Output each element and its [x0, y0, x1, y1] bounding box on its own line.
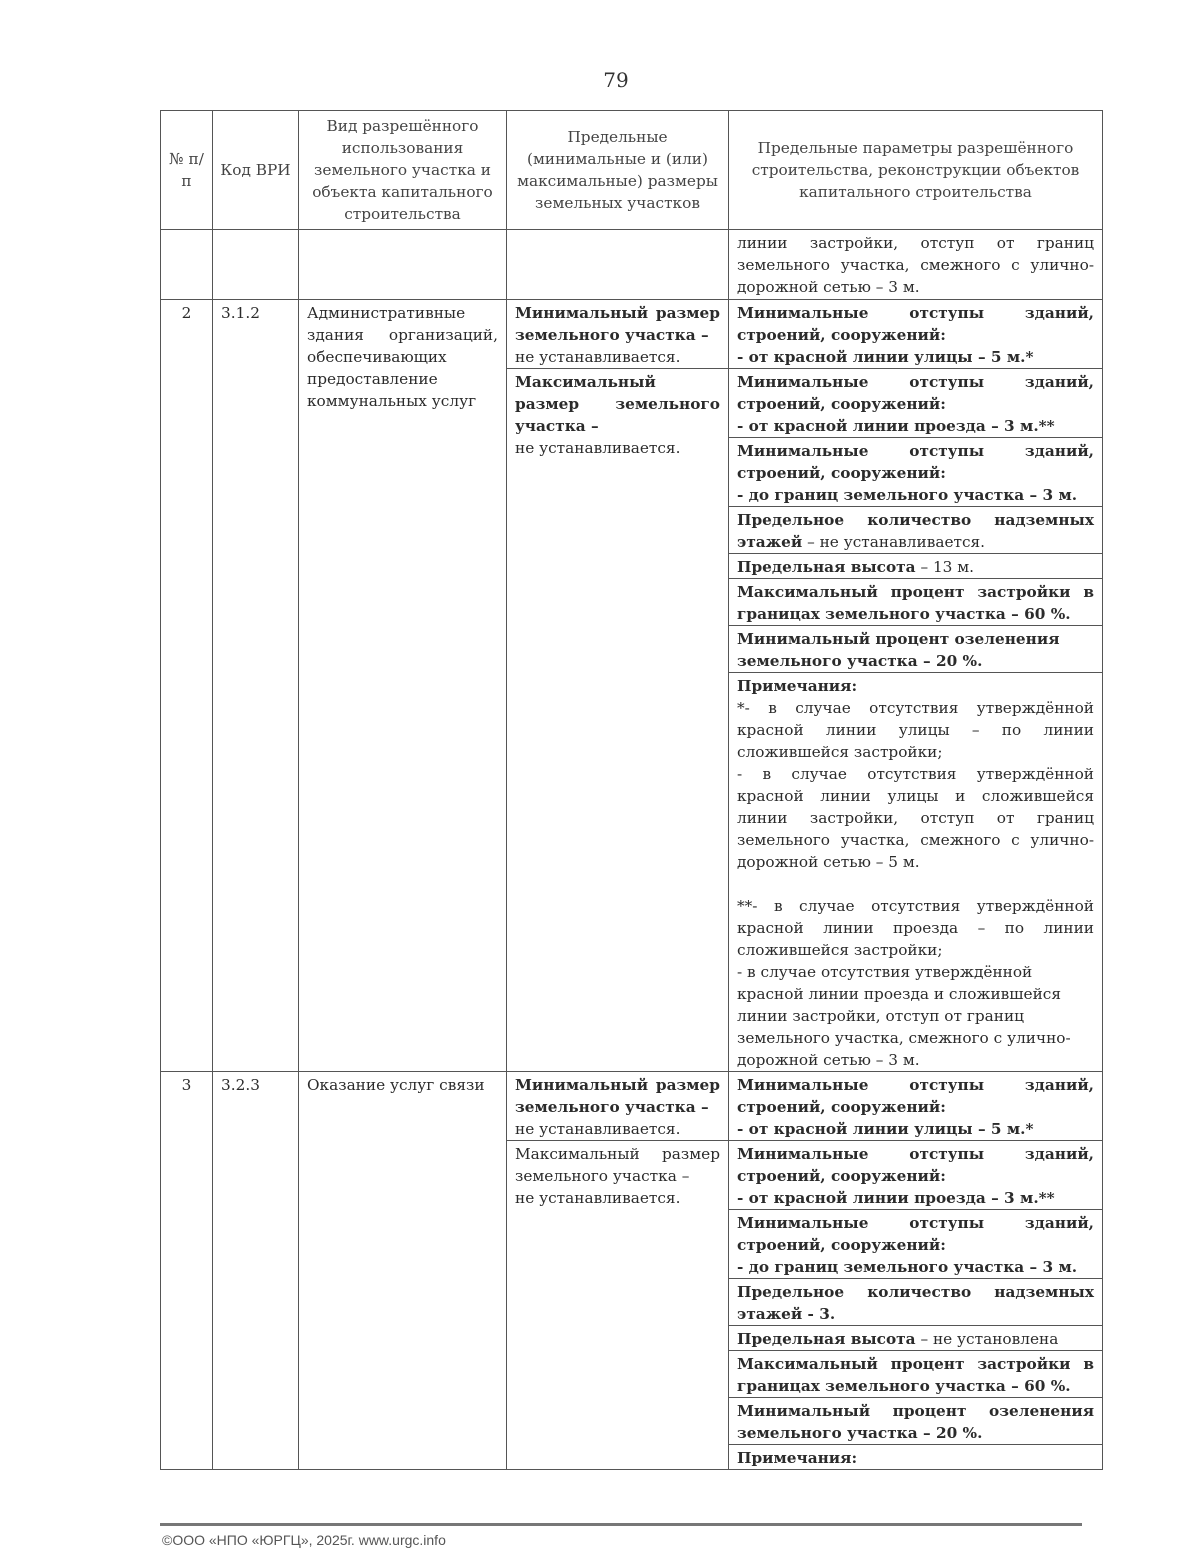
zoning-parameters-table	[160, 110, 1103, 1470]
param-value: - от красной линии проезда – 3 м.**	[737, 1189, 1055, 1207]
row2-max-size-title: Максимальный размер земельного участка –	[515, 373, 720, 435]
table-header-row	[161, 111, 1103, 230]
param-title: Минимальные отступы зданий, строений, сооружений:	[737, 442, 1094, 482]
row2-min-size-value: не устанавливается.	[515, 348, 681, 366]
row3-notes-title: Примечания:	[729, 1445, 1103, 1470]
param-title: Минимальные отступы зданий, строений, сооружений:	[737, 373, 1094, 413]
header-code: Код ВРИ	[213, 111, 299, 230]
row3-use: Оказание услуг связи	[299, 1072, 507, 1470]
page-number: 79	[603, 68, 629, 92]
row3-param-6	[729, 1351, 1103, 1398]
cell-use	[299, 230, 507, 300]
row2-max-size-value: не устанавливается.	[515, 439, 681, 457]
param-value: – 13 м.	[915, 558, 975, 576]
row2-param-1	[729, 300, 1103, 369]
param-value: – 20 %.	[917, 652, 983, 670]
row3-no: 3	[161, 1072, 213, 1470]
header-size: Предельные (минимальные и (или) максимальные) размеры земельных участков	[507, 111, 729, 230]
param-title: Предельная высота	[737, 1330, 916, 1348]
param-title: Предельное количество надземных этажей	[737, 511, 1094, 551]
param-value: – не установлена	[915, 1330, 1059, 1348]
footer-copyright: ©ООО «НПО «ЮРГЦ», 2025г. www.urgc.info	[162, 1532, 446, 1548]
param-title: Предельная высота	[737, 558, 916, 576]
param-title: Предельное количество надземных этажей	[737, 1283, 1094, 1323]
param-value: – 20 %.	[917, 1424, 983, 1442]
param-value: - от красной линии улицы – 5 м.*	[737, 1120, 1034, 1138]
row3-param-4	[729, 1279, 1103, 1326]
row2-param-4	[729, 507, 1103, 554]
param-title: Минимальные отступы зданий, строений, сооружений:	[737, 1076, 1094, 1116]
param-title: Минимальный процент озеленения земельного участка	[737, 1402, 1094, 1442]
row3-param-1	[729, 1072, 1103, 1141]
param-value: – не устанавливается.	[802, 533, 986, 551]
row2-param-3	[729, 438, 1103, 507]
row2-code: 3.1.2	[213, 300, 299, 1072]
param-value: – 60 %.	[1005, 1377, 1071, 1395]
row3-max-size	[507, 1141, 729, 1470]
table-row	[161, 300, 1103, 369]
row2-no: 2	[161, 300, 213, 1072]
cell-size	[507, 230, 729, 300]
param-value: - до границ земельного участка – 3 м.	[737, 486, 1078, 504]
row2-notes	[729, 673, 1103, 1072]
footer-divider	[160, 1523, 1082, 1526]
note: *- в случае отсутствия утверждённой красной линии улицы – по линии сложившейся застройки;	[737, 699, 1094, 761]
cell-no	[161, 230, 213, 300]
row2-param-5	[729, 554, 1103, 579]
param-value: - от красной линии улицы – 5 м.*	[737, 348, 1034, 366]
param-value: – 60 %.	[1005, 605, 1071, 623]
header-use: Вид разрешённого использования земельного участка и объекта капитального строительства	[299, 111, 507, 230]
header-no: № п/п	[161, 111, 213, 230]
notes-title: Примечания:	[737, 677, 858, 695]
row3-min-size-title: Минимальный размер земельного участка –	[515, 1076, 720, 1116]
param-title: Минимальный процент озеленения земельного участка	[737, 630, 1060, 670]
param-title: Минимальные отступы зданий, строений, сооружений:	[737, 304, 1094, 344]
row3-min-size	[507, 1072, 729, 1141]
row3-param-3	[729, 1210, 1103, 1279]
row3-param-5	[729, 1326, 1103, 1351]
row3-param-7	[729, 1398, 1103, 1445]
row2-max-size	[507, 369, 729, 1072]
row3-max-size-value: не устанавливается.	[515, 1189, 681, 1207]
note: - в случае отсутствия утверждённой красной линии улицы и сложившейся линии застройки, отступ от границ земельного участка, смежного с улично-дорожной сетью – 5 м.	[737, 765, 1094, 871]
cell-code	[213, 230, 299, 300]
row2-use: Административные здания организаций, обеспечивающих предоставление коммунальных услуг	[299, 300, 507, 1072]
continuation-text: линии застройки, отступ от границ земельного участка, смежного с улично-дорожной сетью – 3 м.	[729, 230, 1103, 300]
param-title: Минимальные отступы зданий, строений, сооружений:	[737, 1214, 1094, 1254]
note: - в случае отсутствия утверждённой красной линии проезда и сложившейся линии застройки, отступ от границ земельного участка, смежного с улично-дорожной сетью – 3 м.	[737, 963, 1071, 1069]
row2-min-size-title: Минимальный размер земельного участка –	[515, 304, 720, 344]
param-title: Максимальный процент застройки в границах земельного участка	[737, 1355, 1094, 1395]
row2-param-2	[729, 369, 1103, 438]
row2-min-size	[507, 300, 729, 369]
table-row	[161, 1072, 1103, 1141]
note: **- в случае отсутствия утверждённой красной линии проезда – по линии сложившейся застройки;	[737, 897, 1094, 959]
row3-param-2	[729, 1141, 1103, 1210]
param-value: - до границ земельного участка – 3 м.	[737, 1258, 1078, 1276]
param-value: - 3.	[802, 1305, 836, 1323]
header-params: Предельные параметры разрешённого строительства, реконструкции объектов капитального строительства	[729, 111, 1103, 230]
row3-code: 3.2.3	[213, 1072, 299, 1470]
row3-max-size-title: Максимальный размер земельного участка –	[515, 1145, 720, 1185]
row2-param-6	[729, 579, 1103, 626]
table-row	[161, 230, 1103, 300]
row2-param-7	[729, 626, 1103, 673]
row3-min-size-value: не устанавливается.	[515, 1120, 681, 1138]
param-title: Максимальный процент застройки в границах земельного участка	[737, 583, 1094, 623]
param-title: Минимальные отступы зданий, строений, сооружений:	[737, 1145, 1094, 1185]
param-value: - от красной линии проезда – 3 м.**	[737, 417, 1055, 435]
